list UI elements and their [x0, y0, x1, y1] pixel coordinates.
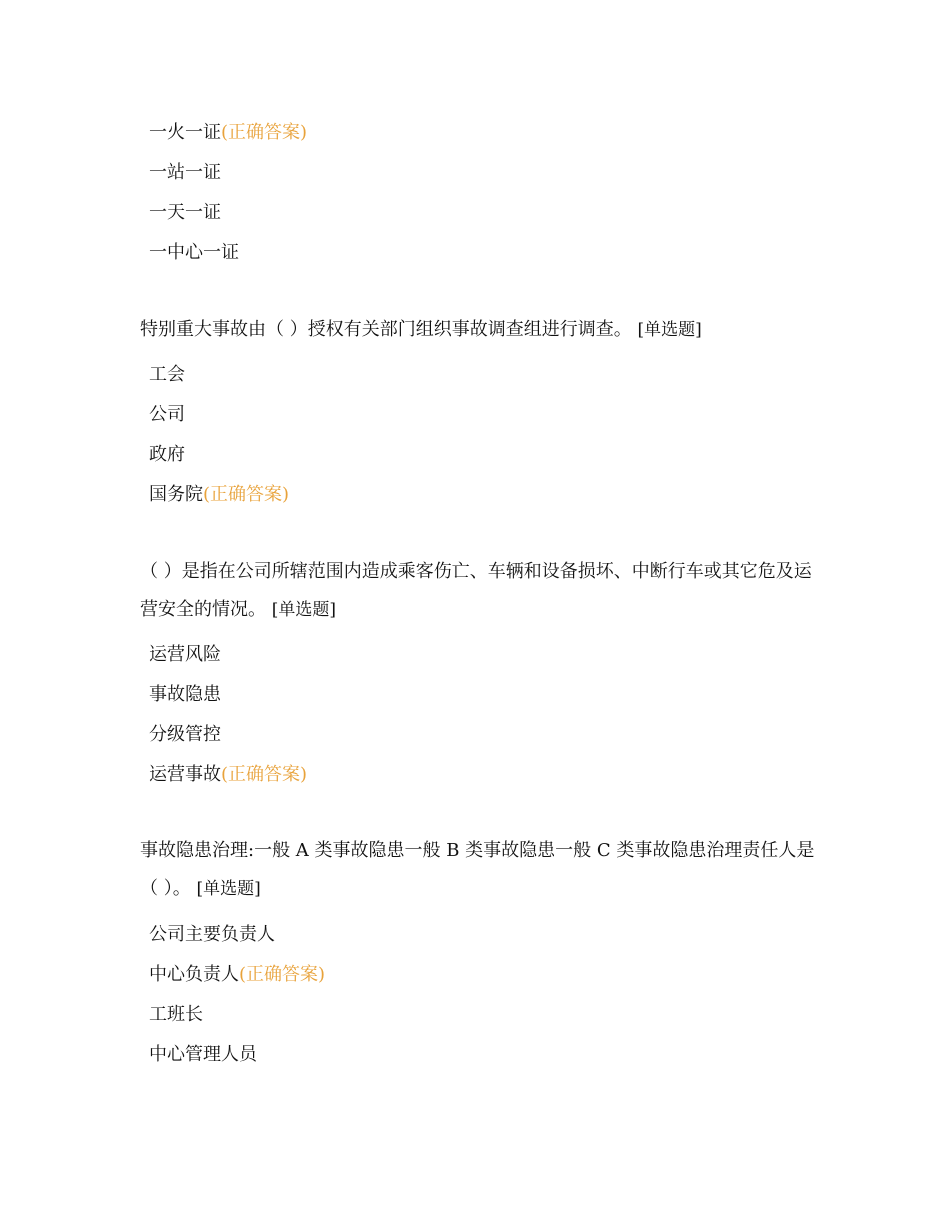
- option-item: [149, 955, 325, 995]
- option-list-q1: [149, 355, 289, 515]
- option-text: 运营事故: [149, 764, 221, 785]
- option-item: [149, 435, 289, 475]
- question-type-tag: [单选题]: [196, 879, 261, 899]
- question-text: 事故隐患治理:一般 A 类事故隐患一般 B 类事故隐患一般 C 类事故隐患治理责任人是（ ）。: [140, 840, 815, 899]
- option-list-q2: [149, 635, 307, 795]
- question-type-tag: [单选题]: [271, 600, 336, 620]
- option-item: [149, 153, 307, 193]
- option-text: 一中心一证: [149, 242, 239, 263]
- option-text: 工会: [149, 364, 185, 385]
- question-2: [140, 553, 820, 629]
- option-item: [149, 675, 307, 715]
- option-item: [149, 635, 307, 675]
- option-text: 中心管理人员: [149, 1044, 257, 1065]
- option-item: [149, 395, 289, 435]
- option-text: 事故隐患: [149, 684, 221, 705]
- option-text: 一站一证: [149, 162, 221, 183]
- option-text: 运营风险: [149, 644, 221, 665]
- option-text: 公司: [149, 404, 185, 425]
- question-text: 特别重大事故由（ ）授权有关部门组织事故调查组进行调查。: [140, 319, 632, 340]
- option-item: [149, 355, 289, 395]
- question-3: [140, 832, 820, 908]
- option-item: [149, 915, 325, 955]
- option-list-block0: [149, 113, 307, 273]
- option-item: [149, 995, 325, 1035]
- option-text: 中心负责人: [149, 964, 239, 985]
- option-item: [149, 1035, 325, 1075]
- option-item: [149, 475, 289, 515]
- option-text: 工班长: [149, 1004, 203, 1025]
- option-item: [149, 755, 307, 795]
- option-item: [149, 233, 307, 273]
- correct-answer-mark: (正确答案): [203, 484, 290, 505]
- option-item: [149, 715, 307, 755]
- correct-answer-mark: (正确答案): [221, 122, 308, 143]
- question-1: [140, 311, 820, 349]
- correct-answer-mark: (正确答案): [221, 764, 308, 785]
- option-text: 分级管控: [149, 724, 221, 745]
- option-text: 公司主要负责人: [149, 924, 275, 945]
- option-text: 一天一证: [149, 202, 221, 223]
- correct-answer-mark: (正确答案): [239, 964, 326, 985]
- option-text: 政府: [149, 444, 185, 465]
- option-text: 国务院: [149, 484, 203, 505]
- option-item: [149, 193, 307, 233]
- option-text: 一火一证: [149, 122, 221, 143]
- question-text: （ ）是指在公司所辖范围内造成乘客伤亡、车辆和设备损坏、中断行车或其它危及运营安全的情况。: [140, 561, 812, 620]
- option-item: [149, 113, 307, 153]
- question-type-tag: [单选题]: [637, 320, 702, 340]
- option-list-q3: [149, 915, 325, 1075]
